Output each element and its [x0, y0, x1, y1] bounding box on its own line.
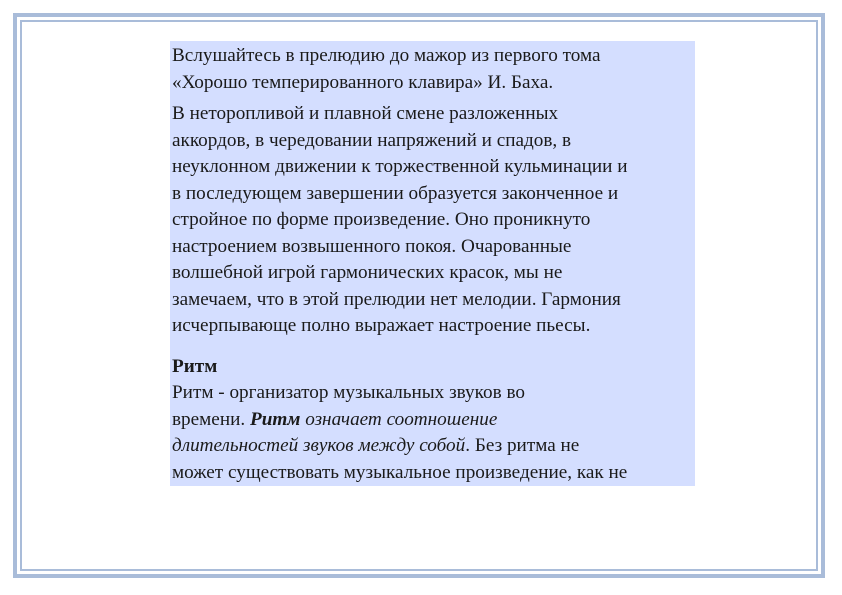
rhythm-line-2-start: времени. — [172, 408, 250, 430]
description-line: стройное по форме произведение. Оно проникнуто — [172, 209, 591, 230]
rhythm-line-3-rest: . Без ритма не — [465, 435, 580, 456]
description-line: замечаем, что в этой прелюдии нет мелодии. Гармония — [172, 288, 621, 310]
rhythm-line-1: Ритм - организатор музыкальных звуков во — [172, 382, 525, 403]
description-line: В неторопливой и плавной смене разложенных — [172, 103, 559, 124]
rhythm-term-bold-italic: Ритм — [249, 408, 301, 430]
rhythm-heading: Ритм — [172, 355, 218, 377]
description-line: неуклонном движении к торжественной кульминации и — [172, 156, 628, 177]
rhythm-definition-italic: означает соотношение — [300, 408, 498, 430]
intro-line-1: Вслушайтесь в прелюдию до мажор из первого тома — [172, 45, 601, 66]
description-line: в последующем завершении образуется законченное и — [172, 182, 619, 204]
description-line: аккордов, в чередовании напряжений и спадов, в — [172, 129, 572, 151]
description-paragraph — [172, 101, 695, 340]
description-line: волшебной игрой гармонических красок, мы не — [172, 262, 563, 283]
rhythm-section — [172, 354, 695, 487]
text-box — [170, 41, 695, 486]
rhythm-line-4: может существовать музыкальное произведение, как не — [172, 461, 628, 483]
intro-line-2: «Хорошо темперированного клавира» И. Баха. — [172, 71, 554, 93]
rhythm-definition-italic-continued: длительностей звуков между собой — [172, 435, 466, 456]
intro-paragraph — [172, 43, 695, 96]
description-line: исчерпывающе полно выражает настроение пьесы. — [172, 315, 591, 336]
description-line: настроением возвышенного покоя. Очарованные — [172, 235, 572, 257]
